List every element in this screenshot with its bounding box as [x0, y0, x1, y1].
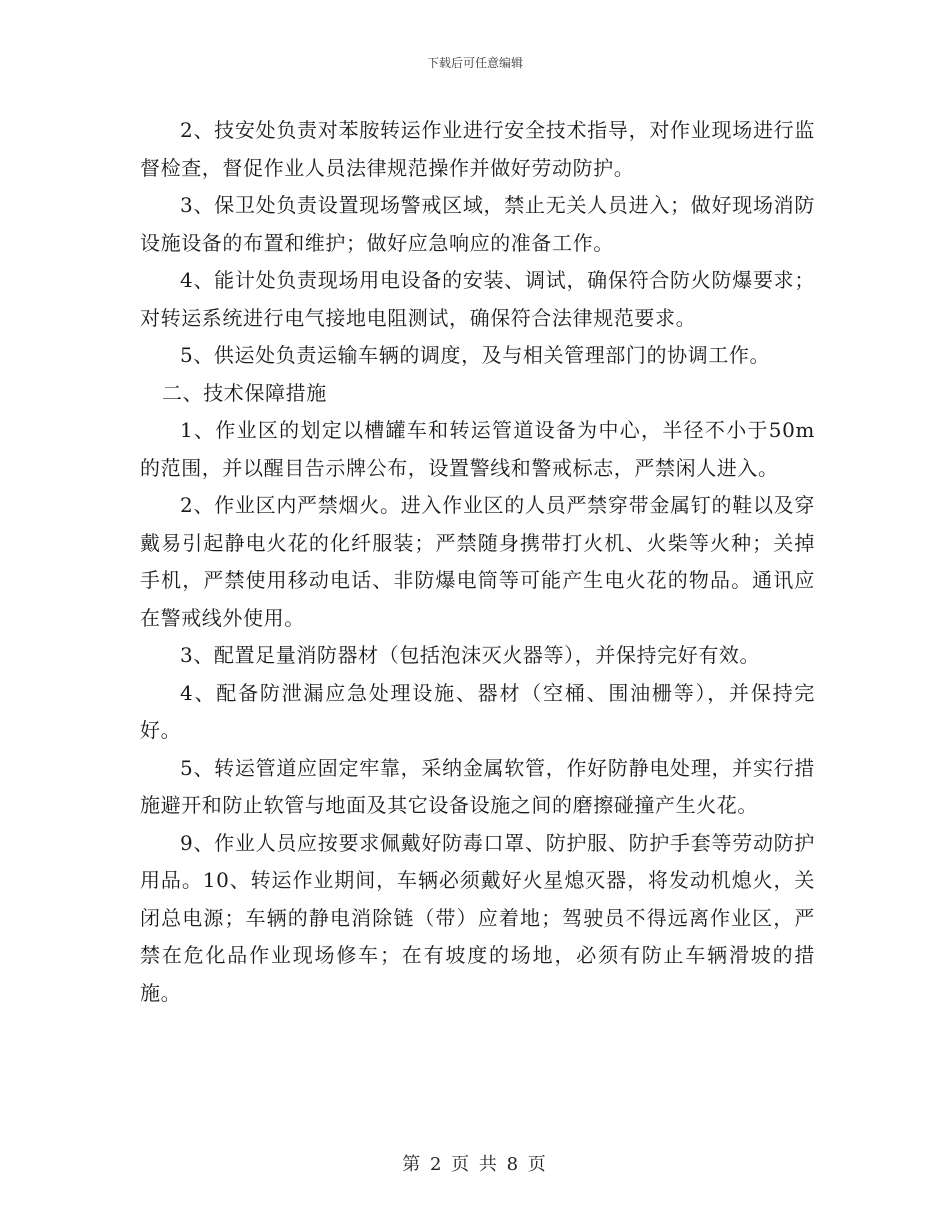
paragraph-electrical-equipment: 4、能计处负责现场用电设备的安装、调试，确保符合防火防爆要求；对转运系统进行电气接地电阻测试，确保符合法律规范要求。 [140, 268, 815, 330]
paragraph-vehicle-dispatch: 5、供运处负责运输车辆的调度，及与相关管理部门的协调工作。 [180, 343, 771, 367]
paragraph-no-fire: 2、作业区内严禁烟火。进入作业区的人员严禁穿带金属钉的鞋以及穿戴易引起静电火花的化纤服装；严禁随身携带打火机、火柴等火种；关掉手机，严禁使用移动电话、非防爆电筒等可能产生电火花的物品。通讯应在警戒线外使用。 [140, 493, 815, 630]
paragraph-leak-equipment: 4、配备防泄漏应急处理设施、器材（空桶、围油栅等），并保持完好。 [140, 680, 815, 742]
section-heading-technical-measures: 二、技术保障措施 [162, 380, 327, 405]
paragraph-pipeline: 5、转运管道应固定牢靠，采纳金属软管，作好防静电处理，并实行措施避开和防止软管与地面及其它设备设施之间的磨擦碰撞产生火花。 [140, 755, 815, 817]
page-number: 第 2 页 共 8 页 [402, 1154, 548, 1175]
paragraph-security-cordon: 3、保卫处负责设置现场警戒区域，禁止无关人员进入；做好现场消防设施设备的布置和维护；做好应急响应的准备工作。 [140, 193, 815, 255]
paragraph-protective-gear: 9、作业人员应按要求佩戴好防毒口罩、防护服、防护手套等劳动防护用品。10、转运作业期间，车辆必须戴好火星熄灭器，将发动机熄火，关闭总电源；车辆的静电消除链（带）应着地；驾驶员不得远离作业区，严禁在危化品作业现场修车；在有坡度的场地，必须有防止车辆滑坡的措施。 [140, 830, 815, 1005]
paragraph-fire-equipment: 3、配置足量消防器材（包括泡沫灭火器等），并保持完好有效。 [180, 643, 761, 667]
page-header: 下载后可任意编辑 [426, 56, 523, 70]
paragraph-work-zone: 1、作业区的划定以槽罐车和转运管道设备为中心，半径不小于50m的范围，并以醒目告示牌公布，设置警线和警戒标志，严禁闲人进入。 [140, 418, 815, 480]
document-body [140, 112, 815, 1012]
paragraph-safety-guidance: 2、技安处负责对苯胺转运作业进行安全技术指导，对作业现场进行监督检查，督促作业人员法律规范操作并做好劳动防护。 [140, 118, 815, 180]
